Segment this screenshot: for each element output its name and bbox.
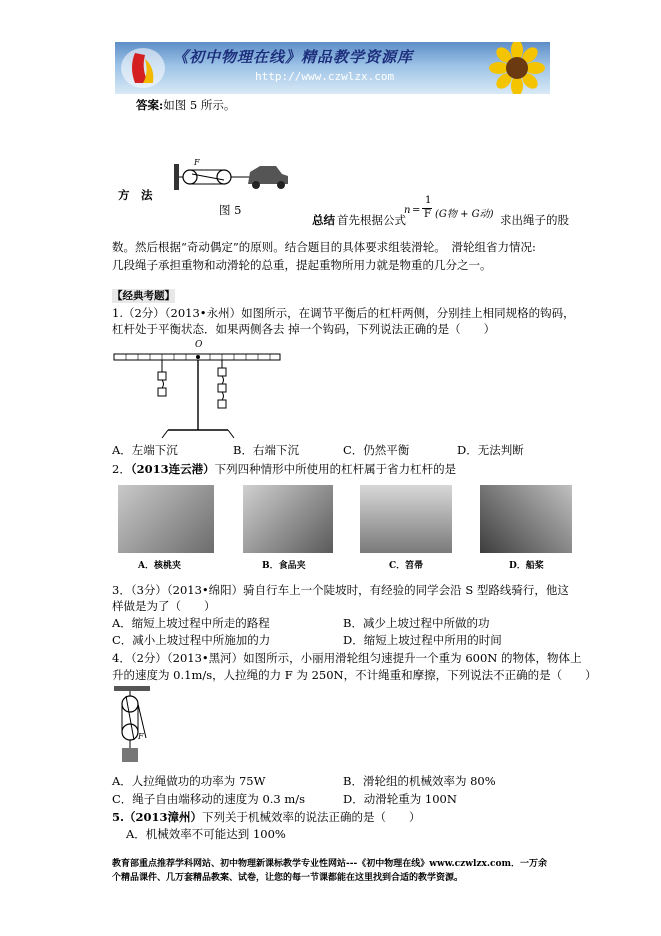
q2-photo-broom <box>360 485 452 553</box>
logo-icon <box>119 45 167 91</box>
summary-line2: 数。然后根据“奇动偶定”的原则。结合题目的具体要求组装滑轮。 滑轮组省力情况: <box>112 240 536 254</box>
q5-source: （2013漳州） <box>124 810 203 824</box>
header-banner <box>115 42 550 94</box>
q4-pulley-diagram <box>112 686 160 768</box>
q1-line1: 1.（2分）（2013•永州）如图所示，在调节平衡后的杠杆两侧，分别挂上相同规格的钩码， <box>112 306 575 320</box>
q4-line1: 4．（2分）（2013•黑河）如图所示，小丽用滑轮组匀速提升一个重为 600N 的物体，物体上 <box>112 651 582 665</box>
q5-number: 5. <box>112 810 125 824</box>
header-url[interactable]: http://www.czwlzx.com <box>255 70 395 83</box>
section-title: 【经典考题】 <box>112 290 175 302</box>
q5-text: 下列关于机械效率的说法正确的是（ ） <box>202 810 421 824</box>
q3-option-c: C．减小上坡过程中所施加的力 <box>112 633 271 647</box>
q2-caption-b: B．食品夹 <box>262 561 306 571</box>
q3-option-a: A．缩短上坡过程中所走的路程 <box>112 616 270 630</box>
q3-option-b: B．减少上坡过程中所做的功 <box>343 616 490 630</box>
answer-text: 如图 5 所示。 <box>163 98 236 112</box>
footer-line2: 个精品课件、几万套精品教案、试卷，让您的每一节课都能在这里找到合适的教学资源。 <box>112 873 464 883</box>
formula-n: n <box>404 205 411 216</box>
method-label: 方 法 <box>118 188 153 202</box>
q2-caption-c: C．笤帚 <box>389 561 424 571</box>
sunflower-icon <box>483 42 550 94</box>
q4-option-b: B．滑轮组的机械效率为 80% <box>343 774 496 788</box>
q1-option-b: B．右端下沉 <box>233 443 299 457</box>
footer-line1: 教育部重点推荐学科网站、初中物理新课标教学专业性网站---《初中物理在线》www.czwlzx.com．一万余 <box>112 859 548 869</box>
q2-caption-d: D．船桨 <box>509 561 544 571</box>
q1-option-d: D．无法判断 <box>457 443 524 457</box>
q1-pivot-label: O <box>195 340 203 350</box>
q2-source: （2013连云港） <box>130 462 215 476</box>
summary-label: 总结 <box>312 213 335 227</box>
q1-option-a: A．左端下沉 <box>112 443 178 457</box>
q1-line2: 杠杆处于平衡状态．如果两侧各去 掉一个钩码，下列说法正确的是（ ） <box>112 322 496 336</box>
figure5-label-f: F <box>194 158 200 167</box>
formula-f: F <box>424 209 431 220</box>
q4-line2: 升的速度为 0.1m/s，人拉绳的力 F 为 250N，不计绳重和摩擦，下列说法不正确的是（ ） <box>112 668 597 682</box>
answer-label: 答案: <box>136 98 164 112</box>
q2-photo-nutcracker <box>118 485 214 553</box>
q5-option-a: A．机械效率不可能达到 100% <box>126 827 286 841</box>
q2-photo-food-tongs <box>243 485 333 553</box>
formula-one: 1 <box>425 195 432 206</box>
q4-option-c: C．绳子自由端移动的速度为 0.3 m/s <box>112 792 306 806</box>
q2-number: 2． <box>112 462 131 476</box>
q1-option-c: C．仍然平衡 <box>343 443 410 457</box>
q4-option-a: A．人拉绳做功的功率为 75W <box>112 774 266 788</box>
summary-line3: 几段绳子承担重物和动滑轮的总重，提起重物所用力就是物重的几分之一。 <box>112 258 492 272</box>
summary-prefix: 首先根据公式 <box>337 213 406 227</box>
summary-suffix: 求出绳子的股 <box>500 213 569 227</box>
q1-lever-diagram <box>112 338 284 440</box>
figure5-pulley-car <box>172 158 292 192</box>
efficiency-formula: n = 1 F (G物 + G动) <box>404 195 494 220</box>
q4-option-d: D．动滑轮重为 100N <box>343 792 457 806</box>
q2-text: 下列四种情形中所使用的杠杆属于省力杠杆的是 <box>214 462 457 476</box>
q3-line2: 样做是为了（ ） <box>112 599 216 613</box>
answer-line <box>136 98 235 112</box>
q5-line <box>112 810 421 824</box>
q3-option-d: D．缩短上坡过程中所用的时间 <box>343 633 502 647</box>
header-title: 《初中物理在线》精品教学资源库 <box>173 48 414 66</box>
q3-line1: 3．（3分）（2013•绵阳）骑自行车上一个陡坡时，有经验的同学会沿 S 型路线骑行，他这 <box>112 583 569 597</box>
figure5-caption: 图 5 <box>219 203 242 217</box>
q4-force-label: F <box>138 732 144 741</box>
q2-photo-oars <box>480 485 572 553</box>
q2-line <box>112 462 456 476</box>
formula-body: (G物 + G动) <box>435 209 494 220</box>
q2-caption-a: A．核桃夹 <box>138 561 181 571</box>
